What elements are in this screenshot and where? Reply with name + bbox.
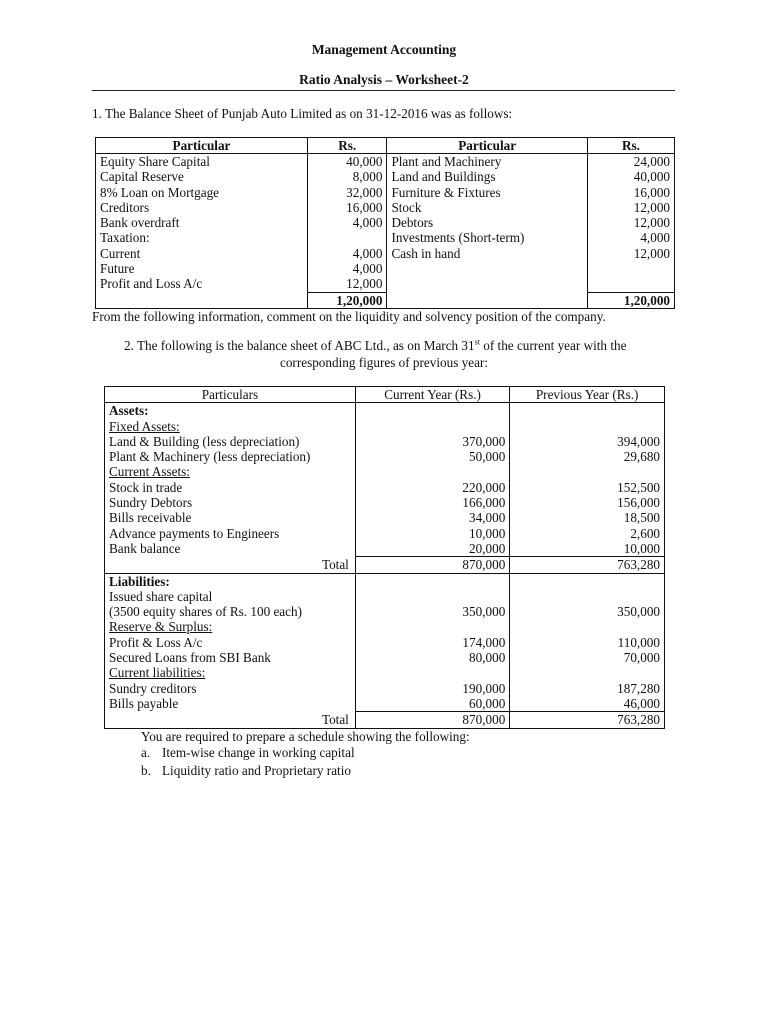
cell: 187,280	[510, 681, 665, 696]
cell: 190,000	[355, 681, 509, 696]
cell: 50,000	[355, 449, 509, 464]
cell: Debtors	[387, 215, 587, 230]
cell: 60,000	[355, 696, 509, 712]
table-row	[96, 230, 675, 245]
table-row	[105, 681, 665, 696]
cell: 4,000	[307, 261, 387, 276]
table-header-row	[105, 387, 665, 403]
cell	[587, 261, 674, 276]
cell: Creditors	[100, 199, 150, 215]
cell: 32,000	[307, 185, 387, 200]
col-header-rs-liabilities: Rs.	[307, 138, 387, 154]
col-header-particular-assets: Particular	[387, 138, 587, 154]
cell: Investments (Short-term)	[387, 230, 587, 245]
worksheet-subtitle: Ratio Analysis – Worksheet-2	[299, 72, 469, 87]
liabilities-total-current: 870,000	[355, 712, 509, 728]
cell: 110,000	[510, 635, 665, 650]
cell: Taxation:	[100, 230, 150, 246]
table-row	[105, 480, 665, 495]
table-row	[96, 276, 675, 292]
cell: Future	[100, 261, 135, 277]
table-row	[105, 604, 665, 619]
cell: 12,000	[587, 246, 674, 261]
liabilities-heading: Liabilities:	[109, 573, 170, 589]
assets-heading: Assets:	[109, 403, 149, 419]
cell	[96, 292, 308, 308]
col-header-particulars: Particulars	[105, 387, 356, 403]
cell: 40,000	[307, 154, 387, 170]
requirement-a	[141, 745, 355, 760]
balance-sheet-abc-ltd	[104, 386, 665, 729]
table-row	[105, 464, 665, 479]
table-row	[105, 526, 665, 541]
cell: 4,000	[307, 246, 387, 261]
cell: Bank balance	[109, 540, 181, 556]
cell: Cash in hand	[387, 246, 587, 261]
assets-total-current: 870,000	[355, 557, 509, 573]
table-row	[105, 495, 665, 510]
total-row	[96, 292, 675, 308]
cell: 34,000	[355, 510, 509, 525]
cell: 16,000	[307, 200, 387, 215]
cell: 16,000	[587, 185, 674, 200]
question-1-text: 1. The Balance Sheet of Punjab Auto Limited as on 31-12-2016 was as follows:	[92, 106, 513, 121]
cell: 29,680	[510, 449, 665, 464]
liabilities-total-previous: 763,280	[510, 712, 665, 728]
table-row	[105, 650, 665, 665]
ordinal-suffix: st	[474, 337, 480, 347]
cell: Equity Share Capital	[100, 154, 210, 169]
cell: 156,000	[510, 495, 665, 510]
total-label: Total	[105, 557, 356, 573]
cell: Issued share capital	[109, 588, 213, 604]
cell: Stock	[387, 200, 587, 215]
table-row	[96, 261, 675, 276]
table-row	[105, 635, 665, 650]
balance-sheet-punjab-auto	[95, 137, 675, 309]
cell: 4,000	[587, 230, 674, 245]
cell: Current	[100, 245, 141, 261]
list-marker-b: b.	[141, 763, 151, 778]
cell: Sundry Debtors	[109, 495, 193, 511]
cell: Plant and Machinery	[387, 154, 587, 170]
table-header-row	[96, 138, 675, 154]
cell: Stock in trade	[109, 479, 183, 495]
table-row	[105, 449, 665, 464]
cell: Bills receivable	[109, 510, 192, 526]
table-row	[96, 169, 675, 184]
cell: 370,000	[355, 434, 509, 449]
cell: 10,000	[355, 526, 509, 541]
cell: 80,000	[355, 650, 509, 665]
cell: 2,600	[510, 526, 665, 541]
assets-total-previous: 763,280	[510, 557, 665, 573]
cell	[307, 230, 387, 245]
cell: 350,000	[510, 604, 665, 619]
cell: (3500 equity shares of Rs. 100 each)	[109, 604, 303, 620]
title-rule	[92, 90, 675, 91]
table-row	[105, 589, 665, 604]
col-header-rs-assets: Rs.	[587, 138, 674, 154]
table-row	[96, 154, 675, 170]
cell: 8% Loan on Mortgage	[100, 184, 220, 200]
current-assets-heading: Current Assets:	[109, 464, 190, 480]
col-header-current-year: Current Year (Rs.)	[355, 387, 509, 403]
table-row	[96, 215, 675, 230]
current-liabilities-heading: Current liabilities:	[109, 665, 206, 681]
cell: Profit and Loss A/c	[100, 276, 203, 292]
question-2-text	[124, 338, 684, 353]
cell: 350,000	[355, 604, 509, 619]
requirement-b-text: Liquidity ratio and Proprietary ratio	[162, 763, 351, 778]
table-row	[105, 434, 665, 449]
table-row	[105, 573, 665, 589]
liabilities-total-row	[105, 712, 665, 728]
cell: 12,000	[587, 215, 674, 230]
reserve-surplus-heading: Reserve & Surplus:	[109, 619, 213, 635]
table-row	[96, 185, 675, 200]
cell: 166,000	[355, 495, 509, 510]
question-2-text-part1: 2. The following is the balance sheet of ABC Ltd., as on March 31	[124, 338, 475, 353]
fixed-assets-heading: Fixed Assets:	[109, 418, 180, 434]
required-instruction: You are required to prepare a schedule showing the following:	[141, 729, 470, 744]
cell: Land and Buildings	[387, 169, 587, 184]
table-row	[105, 419, 665, 434]
cell: 12,000	[307, 276, 387, 292]
total-assets: 1,20,000	[587, 292, 674, 308]
cell: 174,000	[355, 635, 509, 650]
table-row	[96, 246, 675, 261]
cell: 20,000	[355, 541, 509, 557]
cell: 70,000	[510, 650, 665, 665]
cell: 394,000	[510, 434, 665, 449]
cell: Sundry creditors	[109, 680, 197, 696]
cell: Bank overdraft	[100, 215, 180, 231]
cell: Capital Reserve	[100, 169, 184, 185]
cell: 40,000	[587, 169, 674, 184]
list-marker-a: a.	[141, 745, 151, 760]
cell: Furniture & Fixtures	[387, 185, 587, 200]
total-liabilities: 1,20,000	[307, 292, 387, 308]
cell: Secured Loans from SBI Bank	[109, 650, 271, 666]
cell	[587, 276, 674, 292]
table-row	[105, 696, 665, 712]
cell: Bills payable	[109, 695, 179, 711]
question-2-text-part2: of the current year with the	[479, 338, 627, 353]
assets-total-row	[105, 557, 665, 573]
cell	[387, 276, 587, 292]
table-row	[105, 403, 665, 419]
cell: 12,000	[587, 200, 674, 215]
document-title: Management Accounting	[311, 42, 457, 57]
cell: 8,000	[307, 169, 387, 184]
cell: Advance payments to Engineers	[109, 525, 280, 541]
requirement-a-text: Item-wise change in working capital	[162, 745, 355, 760]
cell: 4,000	[307, 215, 387, 230]
cell	[387, 261, 587, 276]
table-row	[105, 541, 665, 557]
table-row	[105, 619, 665, 634]
cell: 220,000	[355, 480, 509, 495]
table-row	[105, 510, 665, 525]
requirement-b	[141, 763, 351, 778]
cell: 18,500	[510, 510, 665, 525]
cell: Plant & Machinery (less depreciation)	[109, 449, 311, 465]
total-label: Total	[105, 712, 356, 728]
cell	[387, 292, 587, 308]
question-1-instruction: From the following information, comment on the liquidity and solvency position of the company.	[92, 309, 606, 324]
col-header-previous-year: Previous Year (Rs.)	[510, 387, 665, 403]
cell: 24,000	[587, 154, 674, 170]
cell: Land & Building (less depreciation)	[109, 433, 300, 449]
cell: 46,000	[510, 696, 665, 712]
col-header-particular-liabilities: Particular	[96, 138, 308, 154]
question-2-text-line2: corresponding figures of previous year:	[279, 355, 488, 370]
cell: Profit & Loss A/c	[109, 634, 203, 650]
table-row	[105, 665, 665, 680]
cell: 152,500	[510, 480, 665, 495]
cell: 10,000	[510, 541, 665, 557]
table-row	[96, 200, 675, 215]
